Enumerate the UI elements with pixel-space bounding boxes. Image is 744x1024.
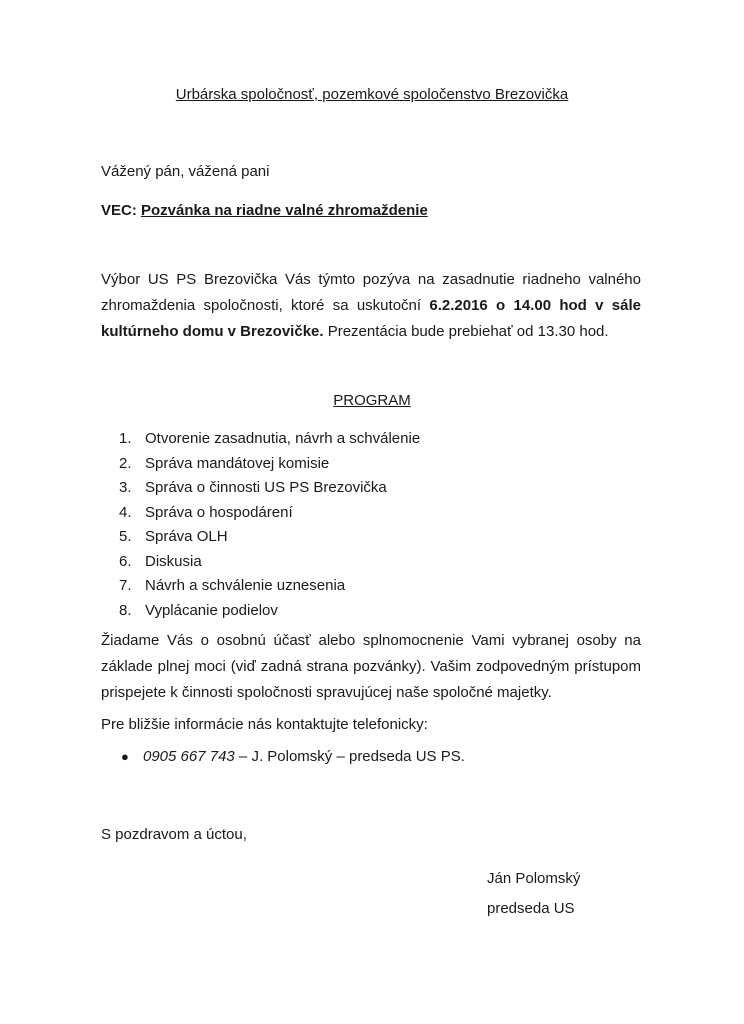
item-number: 6.	[119, 552, 132, 570]
item-text: Vyplácanie podielov	[145, 601, 278, 619]
list-item	[119, 427, 420, 452]
item-number: 3.	[119, 479, 132, 496]
item-text: Správa OLH	[145, 528, 228, 545]
item-number: 1.	[119, 430, 132, 447]
contact-line	[121, 748, 465, 765]
item-text: Diskusia	[145, 552, 202, 570]
intro-paragraph	[101, 267, 641, 345]
organization-header: Urbárska spoločnosť, pozemkové spoločenstvo Brezovička	[175, 86, 569, 103]
subject-line	[101, 202, 428, 219]
list-item	[119, 599, 420, 624]
subject-label: VEC:	[101, 202, 137, 219]
item-text: Otvorenie zasadnutia, návrh a schválenie	[145, 430, 421, 447]
item-number: 4.	[119, 503, 132, 521]
request-paragraph: Žiadame Vás o osobnú účasť alebo splnomocnenie Vami vybranej osoby na základe plnej moci (viď zadná strana pozvánky). Vašim zodpovedným prístupom prispejete k činnosti spoločnosti spravujúcej naše spoločné majetky.	[101, 632, 641, 701]
intro-text-2: Prezentácia bude prebiehať od 13.30 hod.	[323, 323, 609, 340]
list-item	[119, 452, 420, 477]
list-item	[119, 574, 420, 599]
signature-block	[487, 864, 580, 924]
program-heading: PROGRAM	[333, 392, 411, 409]
item-number: 7.	[119, 577, 132, 594]
item-text: Správa o činnosti US PS Brezovička	[145, 479, 387, 496]
item-number: 8.	[119, 601, 132, 619]
list-item	[119, 476, 420, 501]
subject-text: Pozvánka na riadne valné zhromaždenie	[141, 202, 428, 219]
greeting: Vážený pán, vážená pani	[101, 163, 270, 180]
list-item	[119, 525, 420, 550]
list-item	[119, 550, 420, 575]
closing: S pozdravom a úctou,	[101, 826, 247, 843]
intro-date-location: 6.2.2016 o 14.00 hod v sále kultúrneho domu v Brezovičke.	[101, 297, 641, 340]
bullet-icon: ●	[121, 749, 129, 764]
item-number: 2.	[119, 454, 132, 472]
list-item	[119, 501, 420, 526]
phone-number: 0905 667 743	[143, 748, 235, 765]
item-number: 5.	[119, 528, 132, 545]
contact-person: – J. Polomský – predseda US PS.	[234, 748, 465, 765]
signature-name: Ján Polomský	[487, 870, 581, 887]
item-text: Návrh a schválenie uznesenia	[145, 577, 346, 594]
item-text: Správa o hospodárení	[145, 503, 293, 521]
info-paragraph: Pre bližšie informácie nás kontaktujte telefonicky:	[101, 716, 428, 733]
signature-title: predseda US	[487, 900, 575, 917]
program-list	[119, 427, 420, 623]
item-text: Správa mandátovej komisie	[145, 454, 330, 472]
intro-text-1: Výbor US PS Brezovička Vás týmto pozýva na zasadnutie riadneho valného zhromaždenia spoločnosti, ktoré sa uskutoční	[101, 271, 641, 314]
